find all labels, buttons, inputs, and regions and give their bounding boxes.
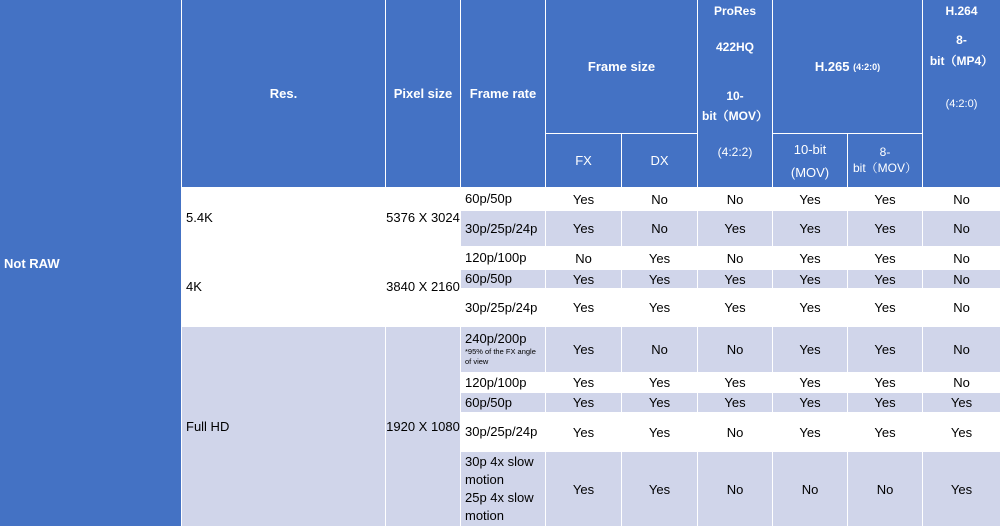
value-label: No bbox=[953, 300, 970, 315]
value-cell-fx bbox=[546, 188, 621, 210]
value-cell-prores bbox=[698, 452, 772, 526]
value-cell-dx bbox=[622, 270, 697, 288]
header-frame-rate bbox=[461, 0, 545, 187]
value-label: No bbox=[726, 191, 744, 207]
value-cell-h265-10bit bbox=[773, 289, 847, 326]
value-label: No bbox=[953, 271, 970, 287]
value-cell-h264 bbox=[923, 289, 1000, 326]
h265-10bit-line-2: (MOV) bbox=[790, 164, 830, 180]
value-label: Yes bbox=[648, 375, 671, 390]
value-cell-fx bbox=[546, 373, 621, 392]
value-cell-h265-8bit bbox=[848, 211, 922, 246]
value-label: Yes bbox=[724, 395, 746, 410]
value-label: Yes bbox=[724, 300, 746, 315]
value-label: No bbox=[876, 481, 894, 497]
value-cell-fx bbox=[546, 211, 621, 246]
value-label: Yes bbox=[724, 221, 746, 236]
header-frame-rate-label: Frame rate bbox=[469, 86, 537, 101]
group-pixel-size-cell bbox=[386, 188, 460, 246]
value-cell-prores bbox=[698, 270, 772, 288]
value-cell-h265-8bit bbox=[848, 452, 922, 526]
frame-rate-cell bbox=[461, 327, 545, 372]
group-pixel-size-cell bbox=[386, 247, 460, 326]
group-pixel-size-label: 5376 X 3024 bbox=[386, 209, 460, 225]
value-cell-h265-10bit bbox=[773, 211, 847, 246]
value-cell-fx bbox=[546, 393, 621, 412]
value-label: Yes bbox=[572, 375, 595, 390]
value-label: Yes bbox=[799, 375, 821, 390]
frame-rate-cell bbox=[461, 413, 545, 451]
prores-line-1: ProRes bbox=[713, 4, 757, 18]
value-label: Yes bbox=[874, 375, 896, 390]
value-label: No bbox=[651, 342, 668, 357]
value-cell-dx bbox=[622, 413, 697, 451]
group-pixel-size-label: 3840 X 2160 bbox=[386, 279, 460, 294]
frame-rate-label: 120p/100p bbox=[465, 250, 527, 265]
value-cell-prores bbox=[698, 393, 772, 412]
value-cell-fx bbox=[546, 247, 621, 269]
frame-rate-label: 60p/50p bbox=[465, 191, 512, 206]
value-label: Yes bbox=[799, 395, 821, 410]
header-h264 bbox=[923, 0, 1000, 187]
value-cell-dx bbox=[622, 393, 697, 412]
value-label: No bbox=[651, 191, 668, 207]
value-cell-h264 bbox=[923, 393, 1000, 412]
value-cell-h264 bbox=[923, 373, 1000, 392]
value-cell-h265-10bit bbox=[773, 327, 847, 372]
value-cell-h265-8bit bbox=[848, 393, 922, 412]
value-label: No bbox=[953, 375, 970, 390]
group-pixel-size-cell bbox=[386, 327, 460, 526]
value-cell-h265-10bit bbox=[773, 452, 847, 526]
h265-10bit-line-1: 10-bit bbox=[793, 141, 827, 157]
value-cell-prores bbox=[698, 211, 772, 246]
category-label: Not RAW bbox=[4, 255, 60, 271]
frame-rate-line: motion bbox=[465, 472, 505, 487]
header-frame-size-label: Frame size bbox=[587, 59, 656, 74]
value-cell-h265-10bit bbox=[773, 393, 847, 412]
value-label: Yes bbox=[799, 342, 821, 357]
value-cell-h265-8bit bbox=[848, 270, 922, 288]
h264-line-4: (4:2:0) bbox=[945, 98, 978, 110]
value-cell-h265-10bit bbox=[773, 247, 847, 269]
value-cell-dx bbox=[622, 247, 697, 269]
h264-line-2: 8- bbox=[956, 33, 967, 47]
value-cell-h264 bbox=[923, 247, 1000, 269]
value-label: No bbox=[801, 481, 819, 497]
h265-sub: (4:2:0) bbox=[853, 61, 881, 72]
h265-8bit-line-2: bit（MOV） bbox=[852, 161, 917, 175]
value-cell-prores bbox=[698, 188, 772, 210]
value-cell-h264 bbox=[923, 211, 1000, 246]
value-label: No bbox=[726, 424, 744, 440]
value-cell-h265-10bit bbox=[773, 373, 847, 392]
frame-rate-label: 60p/50p bbox=[465, 394, 512, 410]
h264-line-3: bit（MP4） bbox=[929, 54, 994, 68]
value-label: Yes bbox=[874, 250, 896, 266]
value-label: Yes bbox=[724, 375, 746, 390]
header-fx bbox=[546, 134, 621, 187]
header-dx bbox=[622, 134, 697, 187]
value-label: Yes bbox=[799, 221, 821, 236]
header-fx-label: FX bbox=[575, 153, 592, 168]
value-label: Yes bbox=[648, 481, 671, 497]
value-label: No bbox=[726, 250, 744, 266]
value-cell-dx bbox=[622, 211, 697, 246]
header-pixel-size-label: Pixel size bbox=[393, 86, 453, 101]
value-cell-h264 bbox=[923, 327, 1000, 372]
header-frame-size bbox=[546, 0, 697, 133]
value-label: Yes bbox=[874, 395, 896, 410]
value-label: Yes bbox=[572, 271, 595, 287]
frame-rate-label: 120p/100p bbox=[465, 374, 527, 390]
value-cell-h265-10bit bbox=[773, 188, 847, 210]
group-res-cell bbox=[182, 327, 385, 526]
value-cell-h265-8bit bbox=[848, 413, 922, 451]
header-h265-10bit bbox=[773, 134, 847, 187]
prores-line-5: (4:2:2) bbox=[717, 145, 753, 159]
h265-8bit-line-1: 8- bbox=[879, 145, 891, 159]
value-cell-h265-8bit bbox=[848, 247, 922, 269]
prores-line-2: 422HQ bbox=[715, 40, 755, 54]
header-h265 bbox=[773, 0, 922, 133]
value-cell-h265-8bit bbox=[848, 327, 922, 372]
header-pixel-size bbox=[386, 0, 460, 187]
frame-rate-cell bbox=[461, 211, 545, 246]
frame-rate-cell bbox=[461, 188, 545, 210]
value-label: Yes bbox=[572, 481, 595, 497]
group-res-label: 4K bbox=[186, 279, 202, 294]
value-cell-dx bbox=[622, 327, 697, 372]
value-label: No bbox=[953, 342, 970, 357]
value-label: Yes bbox=[874, 221, 896, 236]
value-label: No bbox=[651, 221, 668, 236]
value-cell-fx bbox=[546, 413, 621, 451]
value-cell-h264 bbox=[923, 270, 1000, 288]
frame-rate-line: 25p 4x slow bbox=[465, 490, 534, 505]
value-cell-fx bbox=[546, 452, 621, 526]
value-cell-h265-10bit bbox=[773, 270, 847, 288]
value-cell-h264 bbox=[923, 452, 1000, 526]
header-h265-8bit bbox=[848, 134, 922, 187]
value-label: No bbox=[953, 250, 970, 266]
value-cell-h264 bbox=[923, 188, 1000, 210]
value-cell-h265-8bit bbox=[848, 289, 922, 326]
frame-rate-label: 240p/200p bbox=[465, 331, 527, 346]
value-label: No bbox=[953, 191, 970, 207]
value-label: Yes bbox=[950, 481, 973, 497]
value-cell-fx bbox=[546, 327, 621, 372]
value-cell-h265-10bit bbox=[773, 413, 847, 451]
header-prores bbox=[698, 0, 772, 187]
frame-rate-cell bbox=[461, 393, 545, 412]
value-cell-h265-8bit bbox=[848, 373, 922, 392]
group-pixel-size-label: 1920 X 1080 bbox=[386, 419, 460, 434]
category-cell bbox=[0, 0, 181, 526]
frame-rate-note: *95% of the FX angle of view bbox=[465, 347, 536, 366]
value-label: Yes bbox=[799, 250, 821, 266]
frame-rate-label: 60p/50p bbox=[465, 271, 512, 286]
frame-rate-line: motion bbox=[465, 508, 505, 523]
h265-title: H.265 bbox=[814, 59, 850, 74]
value-cell-dx bbox=[622, 188, 697, 210]
value-cell-dx bbox=[622, 289, 697, 326]
value-label: Yes bbox=[648, 424, 671, 440]
value-cell-prores bbox=[698, 413, 772, 451]
value-label: Yes bbox=[648, 395, 671, 410]
h264-line-1: H.264 bbox=[945, 4, 978, 18]
value-label: Yes bbox=[572, 424, 595, 440]
value-label: Yes bbox=[572, 342, 595, 357]
value-label: Yes bbox=[572, 191, 595, 207]
value-label: No bbox=[726, 342, 744, 357]
value-cell-dx bbox=[622, 373, 697, 392]
value-label: Yes bbox=[799, 300, 821, 315]
value-label: Yes bbox=[874, 271, 896, 287]
value-label: Yes bbox=[874, 342, 896, 357]
value-label: No bbox=[575, 250, 592, 266]
value-cell-prores bbox=[698, 289, 772, 326]
value-cell-fx bbox=[546, 289, 621, 326]
value-label: Yes bbox=[572, 395, 595, 410]
value-label: Yes bbox=[874, 424, 896, 440]
value-cell-prores bbox=[698, 327, 772, 372]
value-label: Yes bbox=[799, 271, 821, 287]
group-res-cell bbox=[182, 247, 385, 326]
prores-line-4: bit（MOV） bbox=[702, 109, 768, 123]
value-label: Yes bbox=[648, 300, 671, 315]
frame-rate-cell bbox=[461, 373, 545, 392]
value-label: Yes bbox=[950, 395, 973, 410]
header-res bbox=[182, 0, 385, 187]
group-res-label: Full HD bbox=[186, 419, 230, 434]
frame-rate-cell bbox=[461, 452, 545, 526]
prores-line-3: 10- bbox=[726, 89, 744, 103]
group-res-label: 5.4K bbox=[186, 209, 213, 225]
header-res-label: Res. bbox=[269, 86, 298, 101]
value-cell-h265-8bit bbox=[848, 188, 922, 210]
frame-rate-label: 30p/25p/24p bbox=[465, 220, 538, 236]
value-label: Yes bbox=[874, 191, 896, 207]
value-label: Yes bbox=[799, 424, 821, 440]
frame-rate-label: 30p/25p/24p bbox=[465, 424, 538, 439]
frame-rate-line: 30p 4x slow bbox=[465, 454, 534, 469]
value-label: Yes bbox=[799, 191, 821, 207]
frame-rate-cell bbox=[461, 270, 545, 288]
header-dx-label: DX bbox=[650, 153, 669, 168]
value-label: Yes bbox=[874, 300, 896, 315]
value-cell-prores bbox=[698, 373, 772, 392]
frame-rate-cell bbox=[461, 289, 545, 326]
value-cell-fx bbox=[546, 270, 621, 288]
value-label: Yes bbox=[950, 424, 973, 440]
value-cell-h264 bbox=[923, 413, 1000, 451]
value-label: No bbox=[726, 481, 744, 497]
value-label: Yes bbox=[648, 250, 671, 266]
value-cell-prores bbox=[698, 247, 772, 269]
value-label: No bbox=[953, 221, 970, 236]
value-label: Yes bbox=[648, 271, 671, 287]
value-label: Yes bbox=[572, 300, 595, 315]
value-cell-dx bbox=[622, 452, 697, 526]
group-res-cell bbox=[182, 188, 385, 246]
value-label: Yes bbox=[724, 271, 746, 287]
value-label: Yes bbox=[572, 221, 595, 236]
frame-rate-label: 30p/25p/24p bbox=[465, 299, 538, 315]
frame-rate-cell bbox=[461, 247, 545, 269]
